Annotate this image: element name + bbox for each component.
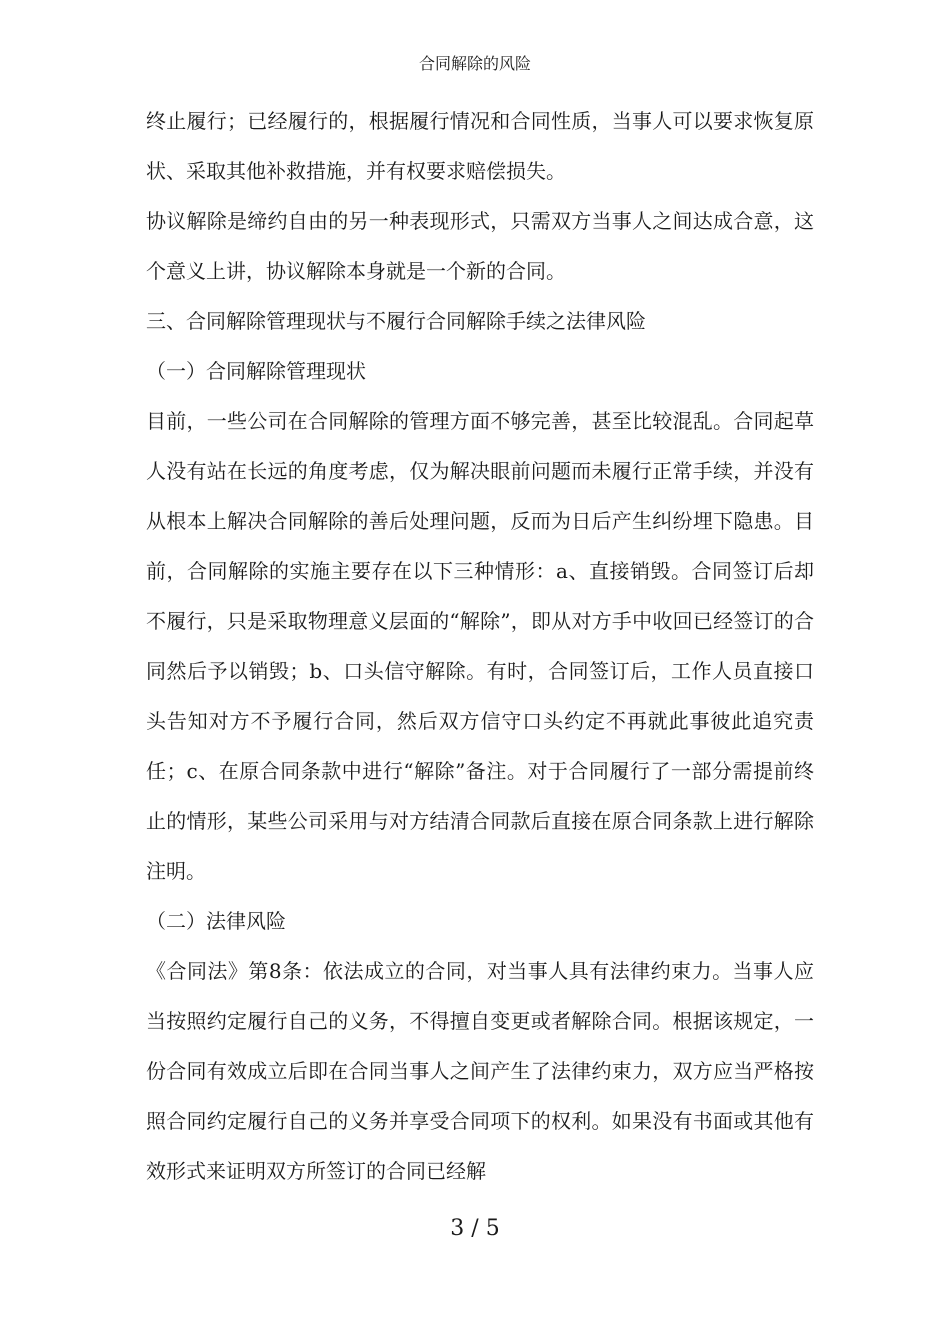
- page-header: 合同解除的风险: [418, 54, 531, 73]
- subsection-heading-1: （一）合同解除管理现状: [146, 359, 366, 383]
- paragraph-legal-risk: 《合同法》第8条：依法成立的合同，对当事人具有法律约束力。当事人应当按照约定履行自己的义务，不得擅自变更或者解除合同。根据该规定，一份合同有效成立后即在合同当事人之间产生了法律约束力，双方应当严格按照合同约定履行自己的义务并享受合同项下的权利。如果没有书面或其他有效形式来证明双方所签订的合同已经解: [146, 959, 814, 1183]
- document-body: [146, 96, 814, 1196]
- paragraph-agreement-termination: 协议解除是缔约自由的另一种表现形式，只需双方当事人之间达成合意，这个意义上讲，协议解除本身就是一个新的合同。: [146, 209, 814, 283]
- subsection-heading-2: （二）法律风险: [146, 909, 286, 933]
- page-number: 3 / 5: [450, 1216, 500, 1241]
- section-heading-3: 三、合同解除管理现状与不履行合同解除手续之法律风险: [146, 309, 646, 333]
- paragraph-management-status: 目前，一些公司在合同解除的管理方面不够完善，甚至比较混乱。合同起草人没有站在长远的角度考虑，仅为解决眼前问题而未履行正常手续，并没有从根本上解决合同解除的善后处理问题，反而为日后产生纠纷埋下隐患。目前，合同解除的实施主要存在以下三种情形：a、直接销毁。合同签订后却不履行，只是采取物理意义层面的“解除”，即从对方手中收回已经签订的合同然后予以销毁；b、口头信守解除。有时，合同签订后，工作人员直接口头告知对方不予履行合同，然后双方信守口头约定不再就此事彼此追究责任；c、在原合同条款中进行“解除”备注。对于合同履行了一部分需提前终止的情形，某些公司采用与对方结清合同款后直接在原合同条款上进行解除注明。: [146, 409, 814, 883]
- paragraph-continuation: 终止履行；已经履行的，根据履行情况和合同性质，当事人可以要求恢复原状、采取其他补救措施，并有权要求赔偿损失。: [146, 109, 814, 183]
